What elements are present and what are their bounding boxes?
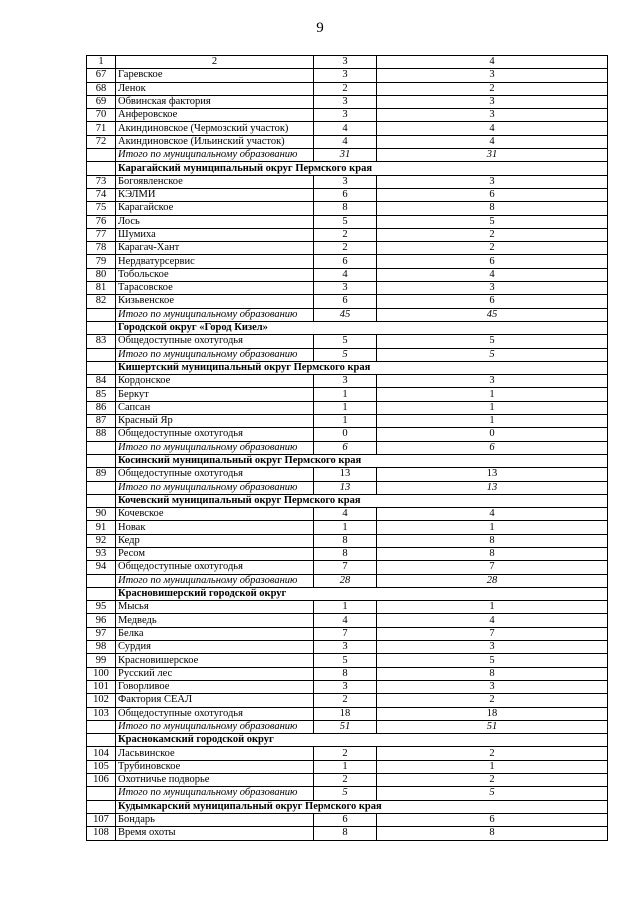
row-number-cell: [87, 321, 116, 334]
value-col4-cell: 0: [377, 428, 608, 441]
row-number-cell: 104: [87, 747, 116, 760]
table-row: [87, 82, 608, 95]
row-number-cell: 105: [87, 760, 116, 773]
value-col3-cell: 2: [314, 747, 377, 760]
value-col3-cell: 8: [314, 547, 377, 560]
value-col4-cell: 2: [377, 774, 608, 787]
row-number-cell: 89: [87, 468, 116, 481]
name-cell: Бондарь: [116, 813, 314, 826]
value-col3-cell: 31: [314, 149, 377, 162]
name-cell: Общедоступные охотугодья: [116, 335, 314, 348]
row-number-cell: [87, 361, 116, 374]
value-col4-cell: 4: [377, 268, 608, 281]
row-number-cell: [87, 162, 116, 175]
value-col4-cell: 1: [377, 760, 608, 773]
value-col3-cell: 6: [314, 188, 377, 201]
value-col3-cell: 6: [314, 295, 377, 308]
row-number-cell: 77: [87, 228, 116, 241]
table-row: [87, 827, 608, 840]
section-header-row: [87, 454, 608, 467]
name-cell: Карагач-Хант: [116, 242, 314, 255]
table-row: [87, 428, 608, 441]
column-header-row: [87, 56, 608, 69]
row-number-cell: [87, 800, 116, 813]
column-header: 1: [87, 56, 116, 69]
name-cell: Белка: [116, 627, 314, 640]
row-number-cell: [87, 587, 116, 600]
value-col3-cell: 0: [314, 428, 377, 441]
table-row: [87, 547, 608, 560]
value-col4-cell: 13: [377, 481, 608, 494]
value-col4-cell: 1: [377, 388, 608, 401]
row-number-cell: [87, 787, 116, 800]
table-row: [87, 69, 608, 82]
table-row: [87, 641, 608, 654]
value-col4-cell: 2: [377, 747, 608, 760]
row-number-cell: 72: [87, 135, 116, 148]
name-cell: Акиндиновское (Ильинский участок): [116, 135, 314, 148]
page-number: 9: [316, 20, 324, 36]
table-row: [87, 415, 608, 428]
value-col3-cell: 5: [314, 215, 377, 228]
value-col4-cell: 1: [377, 601, 608, 614]
name-cell: Обвинская фактория: [116, 95, 314, 108]
value-col3-cell: 5: [314, 335, 377, 348]
value-col3-cell: 2: [314, 242, 377, 255]
section-title: Кудымкарский муниципальный округ Пермского края: [116, 800, 608, 813]
value-col4-cell: 51: [377, 720, 608, 733]
value-col4-cell: 4: [377, 135, 608, 148]
row-number-cell: [87, 348, 116, 361]
name-cell: Ресом: [116, 547, 314, 560]
total-row: [87, 308, 608, 321]
value-col3-cell: 8: [314, 534, 377, 547]
value-col4-cell: 5: [377, 215, 608, 228]
value-col4-cell: 6: [377, 255, 608, 268]
value-col4-cell: 3: [377, 641, 608, 654]
section-header-row: [87, 494, 608, 507]
table-row: [87, 508, 608, 521]
name-cell: Гаревское: [116, 69, 314, 82]
table-row: [87, 215, 608, 228]
table-row: [87, 694, 608, 707]
row-number-cell: 76: [87, 215, 116, 228]
value-col4-cell: 3: [377, 109, 608, 122]
table-row: [87, 188, 608, 201]
row-number-cell: 75: [87, 202, 116, 215]
name-cell: Итого по муниципальному образованию: [116, 787, 314, 800]
value-col3-cell: 4: [314, 122, 377, 135]
value-col4-cell: 7: [377, 627, 608, 640]
value-col4-cell: 3: [377, 375, 608, 388]
section-header-row: [87, 800, 608, 813]
value-col4-cell: 18: [377, 707, 608, 720]
row-number-cell: 85: [87, 388, 116, 401]
value-col3-cell: 3: [314, 109, 377, 122]
row-number-cell: 102: [87, 694, 116, 707]
row-number-cell: [87, 454, 116, 467]
row-number-cell: 95: [87, 601, 116, 614]
row-number-cell: 87: [87, 415, 116, 428]
value-col4-cell: 6: [377, 441, 608, 454]
value-col3-cell: 6: [314, 441, 377, 454]
value-col3-cell: 4: [314, 268, 377, 281]
section-header-row: [87, 361, 608, 374]
name-cell: Итого по муниципальному образованию: [116, 308, 314, 321]
row-number-cell: 107: [87, 813, 116, 826]
row-number-cell: 83: [87, 335, 116, 348]
table-row: [87, 813, 608, 826]
value-col3-cell: 5: [314, 348, 377, 361]
value-col3-cell: 6: [314, 255, 377, 268]
value-col4-cell: 7: [377, 561, 608, 574]
table-row: [87, 707, 608, 720]
name-cell: Время охоты: [116, 827, 314, 840]
section-title: Городской округ «Город Кизел»: [116, 321, 608, 334]
name-cell: Богоявленское: [116, 175, 314, 188]
name-cell: Фактория СЕАЛ: [116, 694, 314, 707]
value-col4-cell: 5: [377, 654, 608, 667]
value-col4-cell: 6: [377, 813, 608, 826]
row-number-cell: 82: [87, 295, 116, 308]
value-col4-cell: 4: [377, 614, 608, 627]
row-number-cell: 78: [87, 242, 116, 255]
table-row: [87, 614, 608, 627]
name-cell: Общедоступные охотугодья: [116, 468, 314, 481]
total-row: [87, 481, 608, 494]
name-cell: Тарасовское: [116, 282, 314, 295]
table-row: [87, 242, 608, 255]
row-number-cell: 100: [87, 667, 116, 680]
name-cell: Нердватурсервис: [116, 255, 314, 268]
row-number-cell: 69: [87, 95, 116, 108]
table-row: [87, 601, 608, 614]
table-row: [87, 255, 608, 268]
name-cell: Кизьвенское: [116, 295, 314, 308]
row-number-cell: 80: [87, 268, 116, 281]
table-row: [87, 561, 608, 574]
section-title: Кочевский муниципальный округ Пермского края: [116, 494, 608, 507]
row-number-cell: 67: [87, 69, 116, 82]
table-row: [87, 282, 608, 295]
value-col4-cell: 2: [377, 694, 608, 707]
name-cell: Кордонское: [116, 375, 314, 388]
value-col3-cell: 8: [314, 827, 377, 840]
total-row: [87, 574, 608, 587]
hunting-grounds-table: [86, 55, 608, 841]
value-col3-cell: 3: [314, 680, 377, 693]
section-header-row: [87, 587, 608, 600]
name-cell: Медведь: [116, 614, 314, 627]
name-cell: Охотничье подворье: [116, 774, 314, 787]
table-row: [87, 202, 608, 215]
value-col4-cell: 8: [377, 667, 608, 680]
row-number-cell: 97: [87, 627, 116, 640]
table-row: [87, 95, 608, 108]
name-cell: Итого по муниципальному образованию: [116, 481, 314, 494]
value-col3-cell: 51: [314, 720, 377, 733]
value-col4-cell: 5: [377, 348, 608, 361]
value-col3-cell: 2: [314, 82, 377, 95]
value-col3-cell: 8: [314, 202, 377, 215]
name-cell: Анферовское: [116, 109, 314, 122]
value-col4-cell: 1: [377, 401, 608, 414]
value-col3-cell: 4: [314, 614, 377, 627]
name-cell: Акиндиновское (Чермозский участок): [116, 122, 314, 135]
value-col4-cell: 3: [377, 175, 608, 188]
row-number-cell: 74: [87, 188, 116, 201]
value-col3-cell: 2: [314, 774, 377, 787]
row-number-cell: [87, 481, 116, 494]
value-col4-cell: 5: [377, 335, 608, 348]
name-cell: Говорливое: [116, 680, 314, 693]
section-header-row: [87, 162, 608, 175]
name-cell: КЭЛМИ: [116, 188, 314, 201]
value-col3-cell: 45: [314, 308, 377, 321]
value-col3-cell: 1: [314, 388, 377, 401]
table-row: [87, 760, 608, 773]
name-cell: Итого по муниципальному образованию: [116, 441, 314, 454]
section-title: Карагайский муниципальный округ Пермского края: [116, 162, 608, 175]
name-cell: Ласьвинское: [116, 747, 314, 760]
value-col3-cell: 3: [314, 95, 377, 108]
table-row: [87, 122, 608, 135]
value-col3-cell: 13: [314, 481, 377, 494]
value-col3-cell: 7: [314, 561, 377, 574]
total-row: [87, 441, 608, 454]
name-cell: Общедоступные охотугодья: [116, 561, 314, 574]
value-col3-cell: 1: [314, 601, 377, 614]
row-number-cell: 103: [87, 707, 116, 720]
name-cell: Красный Яр: [116, 415, 314, 428]
value-col4-cell: 3: [377, 69, 608, 82]
value-col3-cell: 3: [314, 641, 377, 654]
section-title: Косинский муниципальный округ Пермского края: [116, 454, 608, 467]
value-col3-cell: 28: [314, 574, 377, 587]
value-col4-cell: 8: [377, 547, 608, 560]
value-col3-cell: 3: [314, 69, 377, 82]
name-cell: Тобольское: [116, 268, 314, 281]
name-cell: Лось: [116, 215, 314, 228]
table-row: [87, 388, 608, 401]
row-number-cell: [87, 149, 116, 162]
name-cell: Шумиха: [116, 228, 314, 241]
row-number-cell: [87, 441, 116, 454]
row-number-cell: [87, 734, 116, 747]
row-number-cell: 88: [87, 428, 116, 441]
value-col3-cell: 1: [314, 401, 377, 414]
name-cell: Итого по муниципальному образованию: [116, 348, 314, 361]
table-row: [87, 680, 608, 693]
table-row: [87, 375, 608, 388]
table-row: [87, 109, 608, 122]
row-number-cell: 71: [87, 122, 116, 135]
name-cell: Общедоступные охотугодья: [116, 428, 314, 441]
total-row: [87, 787, 608, 800]
name-cell: Общедоступные охотугодья: [116, 707, 314, 720]
row-number-cell: [87, 574, 116, 587]
value-col4-cell: 2: [377, 82, 608, 95]
name-cell: Новак: [116, 521, 314, 534]
name-cell: Итого по муниципальному образованию: [116, 149, 314, 162]
row-number-cell: 92: [87, 534, 116, 547]
table-row: [87, 468, 608, 481]
table-row: [87, 534, 608, 547]
name-cell: Итого по муниципальному образованию: [116, 574, 314, 587]
row-number-cell: 96: [87, 614, 116, 627]
row-number-cell: 98: [87, 641, 116, 654]
value-col4-cell: 2: [377, 242, 608, 255]
value-col4-cell: 4: [377, 122, 608, 135]
column-header: 3: [314, 56, 377, 69]
row-number-cell: 108: [87, 827, 116, 840]
value-col4-cell: 6: [377, 295, 608, 308]
row-number-cell: 81: [87, 282, 116, 295]
value-col3-cell: 5: [314, 787, 377, 800]
table-row: [87, 654, 608, 667]
table-row: [87, 401, 608, 414]
section-header-row: [87, 734, 608, 747]
value-col3-cell: 2: [314, 694, 377, 707]
name-cell: Сурдия: [116, 641, 314, 654]
value-col3-cell: 8: [314, 667, 377, 680]
table-row: [87, 175, 608, 188]
row-number-cell: 70: [87, 109, 116, 122]
value-col4-cell: 6: [377, 188, 608, 201]
value-col3-cell: 3: [314, 375, 377, 388]
value-col4-cell: 8: [377, 534, 608, 547]
section-header-row: [87, 321, 608, 334]
name-cell: Красновишерское: [116, 654, 314, 667]
value-col4-cell: 3: [377, 95, 608, 108]
value-col4-cell: 1: [377, 521, 608, 534]
total-row: [87, 348, 608, 361]
row-number-cell: 101: [87, 680, 116, 693]
row-number-cell: 73: [87, 175, 116, 188]
value-col4-cell: 3: [377, 282, 608, 295]
table-row: [87, 667, 608, 680]
table-row: [87, 335, 608, 348]
name-cell: Сапсан: [116, 401, 314, 414]
name-cell: Беркут: [116, 388, 314, 401]
value-col3-cell: 13: [314, 468, 377, 481]
value-col4-cell: 5: [377, 787, 608, 800]
value-col3-cell: 6: [314, 813, 377, 826]
value-col3-cell: 4: [314, 135, 377, 148]
value-col3-cell: 7: [314, 627, 377, 640]
value-col4-cell: 2: [377, 228, 608, 241]
name-cell: Итого по муниципальному образованию: [116, 720, 314, 733]
table-row: [87, 747, 608, 760]
name-cell: Русский лес: [116, 667, 314, 680]
table-row: [87, 774, 608, 787]
value-col3-cell: 5: [314, 654, 377, 667]
row-number-cell: 94: [87, 561, 116, 574]
name-cell: Мысья: [116, 601, 314, 614]
name-cell: Ленок: [116, 82, 314, 95]
value-col3-cell: 1: [314, 415, 377, 428]
value-col3-cell: 3: [314, 175, 377, 188]
row-number-cell: 68: [87, 82, 116, 95]
value-col4-cell: 1: [377, 415, 608, 428]
value-col4-cell: 8: [377, 827, 608, 840]
row-number-cell: 99: [87, 654, 116, 667]
row-number-cell: [87, 720, 116, 733]
column-header: 4: [377, 56, 608, 69]
row-number-cell: 106: [87, 774, 116, 787]
row-number-cell: 79: [87, 255, 116, 268]
section-title: Кишертский муниципальный округ Пермского края: [116, 361, 608, 374]
column-header: 2: [116, 56, 314, 69]
value-col4-cell: 45: [377, 308, 608, 321]
value-col3-cell: 3: [314, 282, 377, 295]
total-row: [87, 720, 608, 733]
row-number-cell: [87, 308, 116, 321]
row-number-cell: 84: [87, 375, 116, 388]
row-number-cell: 90: [87, 508, 116, 521]
table-row: [87, 521, 608, 534]
value-col4-cell: 28: [377, 574, 608, 587]
value-col4-cell: 8: [377, 202, 608, 215]
table-row: [87, 268, 608, 281]
table-row: [87, 295, 608, 308]
value-col3-cell: 1: [314, 760, 377, 773]
value-col3-cell: 4: [314, 508, 377, 521]
value-col4-cell: 13: [377, 468, 608, 481]
name-cell: Трубиновское: [116, 760, 314, 773]
table-row: [87, 135, 608, 148]
name-cell: Кедр: [116, 534, 314, 547]
row-number-cell: 91: [87, 521, 116, 534]
name-cell: Карагайское: [116, 202, 314, 215]
value-col4-cell: 4: [377, 508, 608, 521]
section-title: Краснокамский городской округ: [116, 734, 608, 747]
value-col4-cell: 3: [377, 680, 608, 693]
value-col4-cell: 31: [377, 149, 608, 162]
value-col3-cell: 1: [314, 521, 377, 534]
row-number-cell: 93: [87, 547, 116, 560]
name-cell: Кочевское: [116, 508, 314, 521]
value-col3-cell: 2: [314, 228, 377, 241]
table-row: [87, 627, 608, 640]
table-row: [87, 228, 608, 241]
row-number-cell: 86: [87, 401, 116, 414]
total-row: [87, 149, 608, 162]
value-col3-cell: 18: [314, 707, 377, 720]
section-title: Красновишерский городской округ: [116, 587, 608, 600]
row-number-cell: [87, 494, 116, 507]
